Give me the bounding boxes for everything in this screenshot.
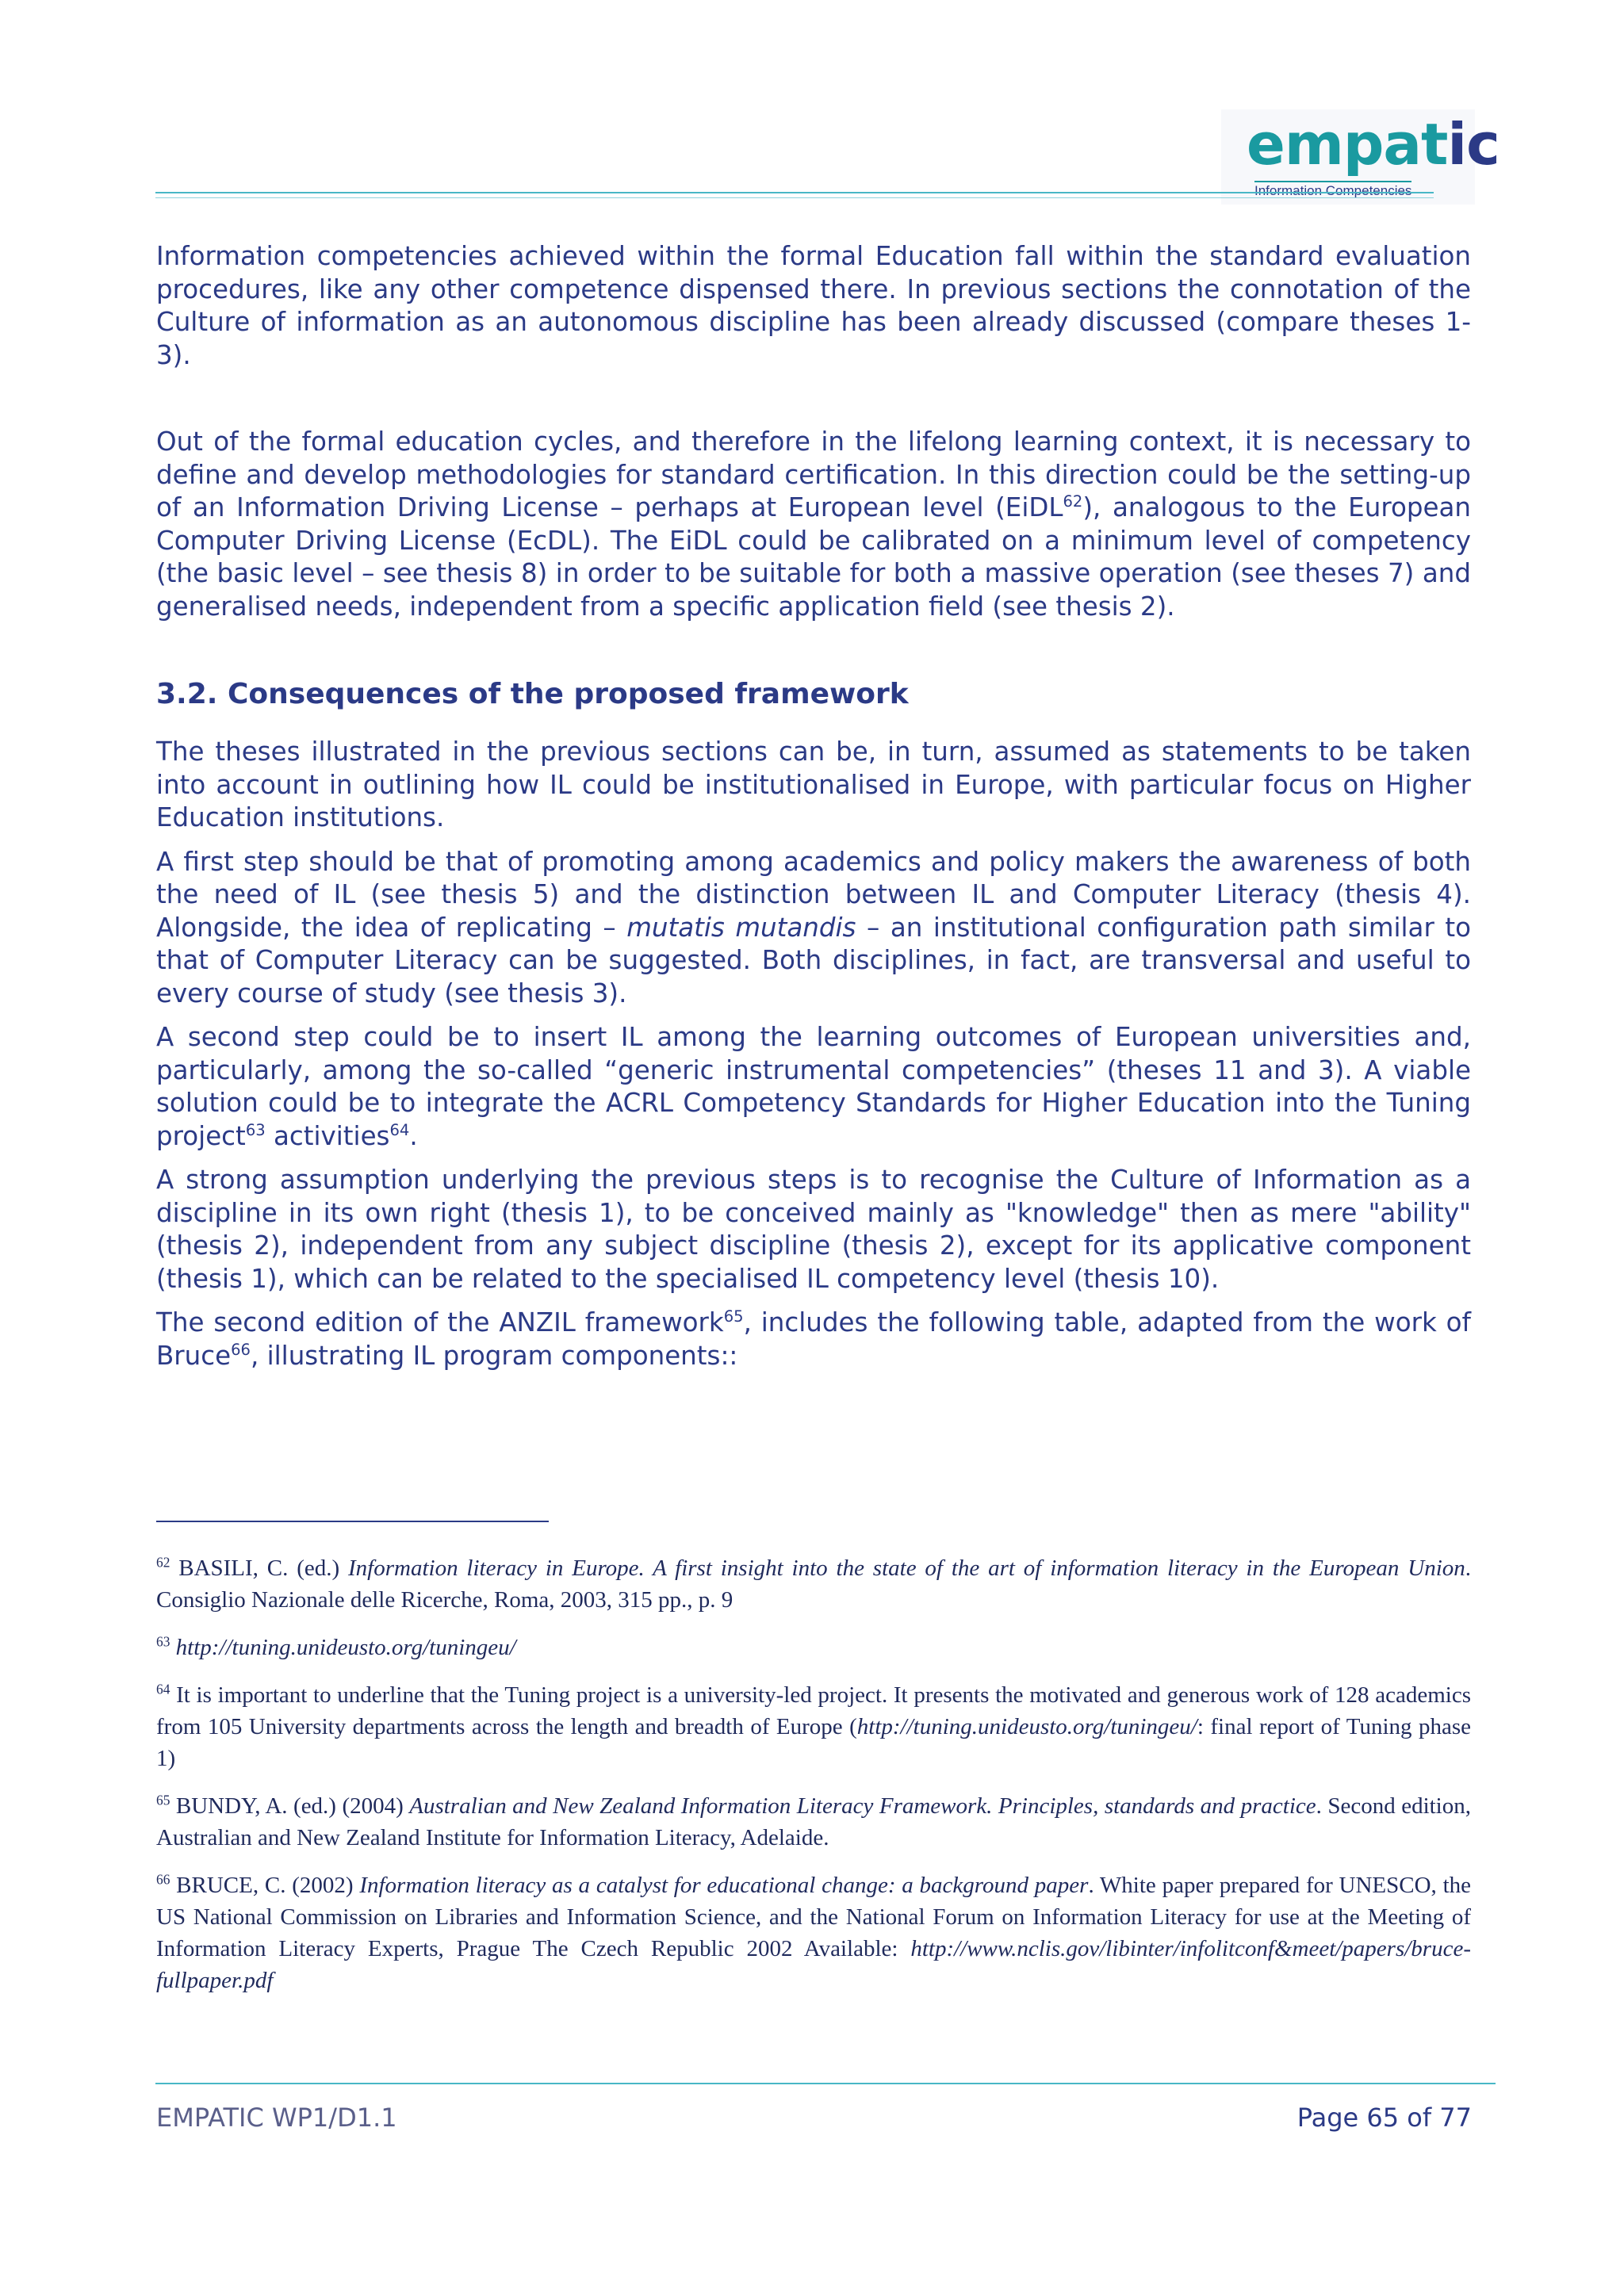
section-heading: 3.2. Consequences of the proposed framework <box>156 678 909 710</box>
paragraph-1: Information competencies achieved within the formal Education fall within the standard evaluation procedures, like any other competence dispensed there. In previous sections the connotation of the Culture of information as an autonomous discipline has been already discussed (compare theses 1-3). <box>156 241 1471 370</box>
empatic-logo <box>1221 109 1500 205</box>
footnote-63-link[interactable]: http://tuning.unideusto.org/tuningeu/ <box>175 1635 516 1660</box>
footnote-ref-63[interactable]: 63 <box>245 1120 266 1139</box>
footnote-ref-64[interactable]: 64 <box>389 1120 410 1139</box>
paragraph-7: The second edition of the ANZIL framework$^{65}$, includes the following table, adapted from the work of Bruce$^{66}$, illustrating IL program components:: <box>156 1307 1471 1371</box>
footnote-separator <box>156 1521 549 1522</box>
paragraph-6: A strong assumption underlying the previous steps is to recognise the Culture of Information as a discipline in its own right (thesis 1), to be conceived mainly as "knowledge" then as mere "ability" (thesis 2), independent from any subject discipline (thesis 2), except for its applicative component (thesis 1), which can be related to the specialised IL competency level (thesis 10). <box>156 1165 1471 1294</box>
page-number: Page 65 of 77 <box>1297 2103 1472 2133</box>
paragraph-4: A first step should be that of promoting among academics and policy makers the awareness of both the need of IL (see thesis 5) and the distinction between IL and Computer Literacy (thesis 4). Alongside, the idea of replicating – mutatis mutandis – an institutional configuration path similar to that of Computer Literacy can be suggested. Both disciplines, in fact, are transversal and useful to every course of study (see thesis 3). <box>156 846 1471 1008</box>
paragraph-2: Out of the formal education cycles, and therefore in the lifelong learning context, it is necessary to define and develop methodologies for standard certification. In this direction could be the setting-up of an Information Driving License – perhaps at European level (EiDL$^{62}$), analogous to the European Computer Driving License (EcDL). The EiDL could be calibrated on a minimum level of competency (the basic level – see thesis 8) in order to be suitable for both a massive operation (see theses 7) and generalised needs, independent from a specific application field (see thesis 2). <box>156 427 1471 622</box>
header-rule <box>155 192 1434 193</box>
footnote-ref-65[interactable]: 65 <box>723 1307 744 1326</box>
logo-wordmark: empatic <box>1247 111 1500 178</box>
footnotes <box>156 1552 1471 2012</box>
paragraph-3: The theses illustrated in the previous sections can be, in turn, assumed as statements to be taken into account in outlining how IL could be institutionalised in Europe, with particular focus on Higher Education institutions. <box>156 737 1471 832</box>
footnote-65: $^{65}$ BUNDY, A. (ed.) (2004) Australian and New Zealand Information Literacy Framework. Principles, standards and practice. Second edition, Australian and New Zealand Institute for Information Literacy, Adelaide. <box>156 1792 1471 1850</box>
footnote-64: $^{64}$ It is important to underline that the Tuning project is a university-led project. It presents the motivated and generous work of 128 academics from 105 University departments across the length and breadth of Europe (http://tuning.unideusto.org/tuningeu/: final report of Tuning phase 1) <box>156 1681 1471 1771</box>
footnote-62: $^{62}$ BASILI, C. (ed.) Information literacy in Europe. A first insight into the state of the art of information literacy in the European Union. Consiglio Nazionale delle Ricerche, Roma, 2003, 315 pp., p. 9 <box>156 1554 1471 1613</box>
header-rule-secondary <box>155 197 1434 198</box>
page-body <box>156 240 1471 1383</box>
footnote-ref-66[interactable]: 66 <box>231 1340 251 1359</box>
footnote-63: $^{63}$ http://tuning.unideusto.org/tuningeu/ <box>156 1633 516 1660</box>
logo-subtitle: Information Competencies <box>1254 181 1411 199</box>
document-id: EMPATIC WP1/D1.1 <box>156 2103 397 2133</box>
footnote-ref-62[interactable]: 62 <box>1063 492 1083 511</box>
footnote-66-link[interactable]: http://www.nclis.gov/libinter/infolitconf&meet/papers/bruce-fullpaper.pdf <box>156 1936 1471 1993</box>
footnote-64-link[interactable]: http://tuning.unideusto.org/tuningeu/ <box>856 1714 1197 1739</box>
footnote-66: $^{66}$ BRUCE, C. (2002) Information literacy as a catalyst for educational change: a background paper. White paper prepared for UNESCO, the US National Commission on Libraries and Information Science, and the National Forum on Information Literacy for use at the Meeting of Information Literacy Experts, Prague The Czech Republic 2002 Available: http://www.nclis.gov/libinter/infolitconf&meet/papers/bruce-fullpaper.pdf <box>156 1871 1471 1993</box>
footer-rule <box>155 2083 1496 2084</box>
paragraph-5: A second step could be to insert IL among the learning outcomes of European universities and, particularly, among the so-called “generic instrumental competencies” (theses 11 and 3). A viable solution could be to integrate the ACRL Competency Standards for Higher Education into the Tuning project$^{63}$ activities$^{64}$. <box>156 1022 1471 1151</box>
